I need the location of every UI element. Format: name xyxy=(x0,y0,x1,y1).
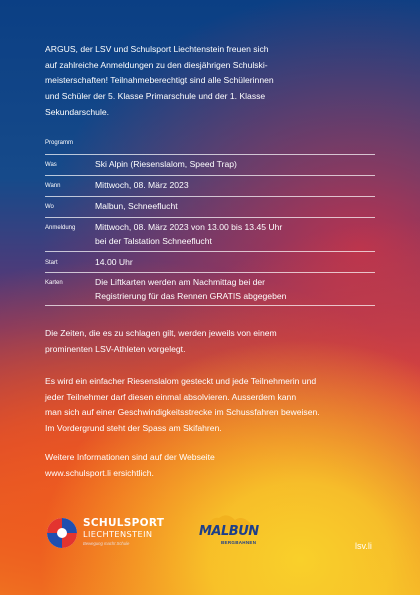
malbun-logo xyxy=(197,512,267,552)
programm-row-karten xyxy=(45,272,375,306)
row-label: Wann xyxy=(45,183,61,189)
row-value-line: Ski Alpin (Riesenslalom, Speed Trap) xyxy=(95,159,237,169)
row-label: Karten xyxy=(45,280,63,286)
intro-line: ARGUS, der LSV und Schulsport Liechtenstein freuen sich xyxy=(45,44,269,54)
paragraph-line: Es wird ein einfacher Riesenslalom gesteckt und jede Teilnehmerin und xyxy=(45,376,317,386)
malbun-name: MALBUN xyxy=(199,524,259,539)
row-value xyxy=(95,178,365,192)
paragraph-line: Im Vordergrund steht der Spass am Skifahren. xyxy=(45,422,222,433)
programm-heading: Programm xyxy=(45,140,74,146)
row-value xyxy=(95,220,365,248)
row-value-line: Mittwoch, 08. März 2023 xyxy=(95,180,189,190)
schulsport-tagline: Bewegung macht Schule xyxy=(83,541,130,546)
intro-line: und Schüler der 5. Klasse Primarschule und der 1. Klasse xyxy=(45,91,266,102)
malbun-sub: BERGBAHNEN xyxy=(221,540,257,545)
row-value xyxy=(95,157,365,171)
programm-row-wo xyxy=(45,196,375,217)
row-value-line: Registrierung für das Rennen GRATIS abgegeben xyxy=(95,291,287,301)
programm-row-anmeldung xyxy=(45,217,375,251)
row-value-line: 14.00 Uhr xyxy=(95,257,133,267)
row-value-line: Mittwoch, 08. März 2023 von 13.00 bis 13.45 Uhr xyxy=(95,222,283,232)
row-label: Start xyxy=(45,260,58,266)
paragraph-line: prominenten LSV-Athleten vorgelegt. xyxy=(45,343,186,354)
schulsport-line2: LIECHTENSTEIN xyxy=(83,529,153,539)
row-value-line: Malbun, Schneeflucht xyxy=(95,201,178,211)
paragraph-zeiten xyxy=(45,326,375,357)
intro-text xyxy=(45,42,345,121)
intro-line: auf zahlreiche Anmeldungen zu den diesjährigen Schulski- xyxy=(45,59,268,70)
programm-row-was xyxy=(45,154,375,175)
row-value-line: Die Liftkarten werden am Nachmittag bei der xyxy=(95,277,266,287)
row-value xyxy=(95,199,365,213)
programm-row-wann xyxy=(45,175,375,196)
schulsport-emblem-icon xyxy=(45,516,79,550)
paragraph-info xyxy=(45,450,375,481)
row-value xyxy=(95,275,365,303)
schulsport-line1: SCHULSPORT xyxy=(83,517,165,529)
intro-line: meisterschaften! Teilnahmeberechtigt sind alle Schülerinnen xyxy=(45,75,274,86)
paragraph-line: Weitere Informationen sind auf der Webseite xyxy=(45,452,215,462)
schulsport-logo xyxy=(45,514,175,554)
paragraph-line: Die Zeiten, die es zu schlagen gilt, werden jeweils von einem xyxy=(45,328,277,338)
row-label: Was xyxy=(45,162,57,168)
paragraph-line: www.schulsport.li ersichtlich. xyxy=(45,467,154,478)
paragraph-riesenslalom xyxy=(45,374,375,436)
paragraph-line: man sich auf einer Geschwindigkeitsstrecke im Schussfahren beweisen. xyxy=(45,407,320,418)
intro-line: Sekundarschule. xyxy=(45,106,110,117)
website-link[interactable]: lsv.li xyxy=(355,541,372,551)
programm-row-start xyxy=(45,251,375,272)
row-value xyxy=(95,255,365,269)
row-label: Anmeldung xyxy=(45,225,76,231)
paragraph-line: jeder Teilnehmer darf diesen einmal absolvieren. Ausserdem kann xyxy=(45,391,297,402)
row-value-line: bei der Talstation Schneeflucht xyxy=(95,236,212,246)
row-label: Wo xyxy=(45,204,54,210)
